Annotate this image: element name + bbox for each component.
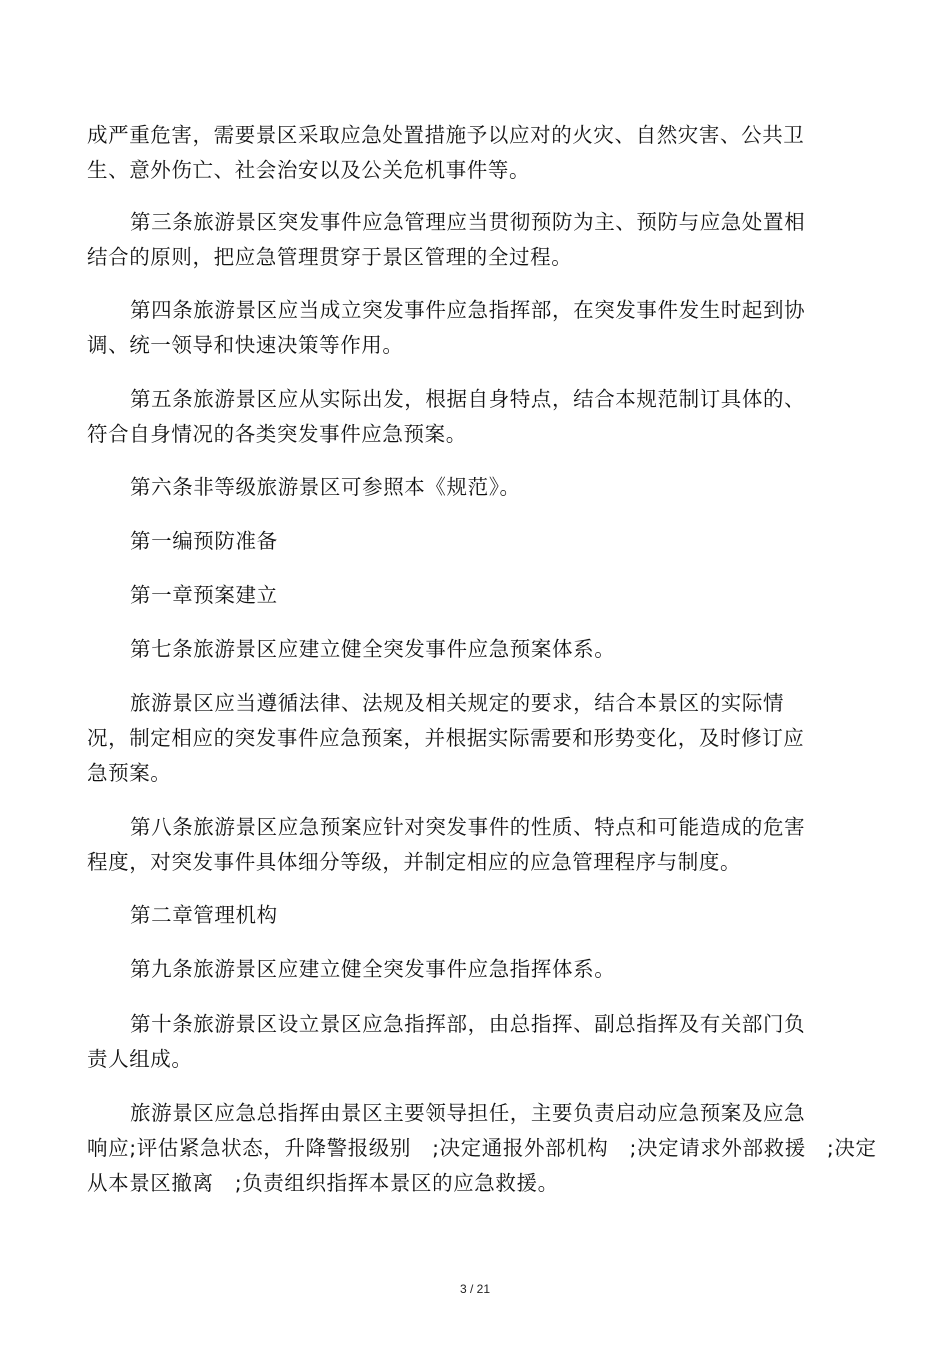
article-7 [87, 632, 857, 667]
text-line: 第一章预案建立 [130, 583, 278, 607]
text-line: 况，制定相应的突发事件应急预案，并根据实际需要和形势变化，及时修订应 [87, 726, 805, 750]
text-line: 旅游景区应当遵循法律、法规及相关规定的要求，结合本景区的实际情 [130, 691, 785, 715]
article-9 [87, 952, 857, 987]
text-line: 响应;评估紧急状态，升降警报级别 ;决定通报外部机构 ;决定请求外部救援 ;决定 [87, 1136, 877, 1160]
text-line: 第五条旅游景区应从实际出发，根据自身特点，结合本规范制订具体的、 [130, 387, 806, 411]
text-line: 程度，对突发事件具体细分等级，并制定相应的应急管理程序与制度。 [87, 850, 742, 874]
text-line: 第二章管理机构 [130, 903, 278, 927]
text-line: 旅游景区应急总指挥由景区主要领导担任，主要负责启动应急预案及应急 [130, 1101, 806, 1125]
text-line: 第八条旅游景区应急预案应针对突发事件的性质、特点和可能造成的危害 [130, 815, 806, 839]
article-10 [87, 1007, 857, 1077]
text-line: 第四条旅游景区应当成立突发事件应急指挥部，在突发事件发生时起到协 [130, 298, 806, 322]
text-line: 第九条旅游景区应建立健全突发事件应急指挥体系。 [130, 957, 616, 981]
article-4 [87, 293, 857, 363]
article-8 [87, 810, 857, 880]
paragraph [87, 686, 857, 791]
text-line: 从本景区撤离 ;负责组织指挥本景区的应急救援。 [87, 1171, 559, 1195]
text-line: 第三条旅游景区突发事件应急管理应当贯彻预防为主、预防与应急处置相 [130, 210, 806, 234]
text-line: 结合的原则，把应急管理贯穿于景区管理的全过程。 [87, 245, 573, 269]
paragraph [87, 118, 857, 188]
part-heading [87, 524, 857, 559]
text-line: 急预案。 [87, 761, 172, 785]
text-line: 第十条旅游景区设立景区应急指挥部，由总指挥、副总指挥及有关部门负 [130, 1012, 806, 1036]
text-line: 调、统一领导和快速决策等作用。 [87, 333, 404, 357]
text-line: 第七条旅游景区应建立健全突发事件应急预案体系。 [130, 637, 616, 661]
text-line: 符合自身情况的各类突发事件应急预案。 [87, 422, 467, 446]
article-6 [87, 470, 857, 505]
text-line: 第一编预防准备 [130, 529, 278, 553]
text-line: 成严重危害，需要景区采取应急处置措施予以应对的火灾、自然灾害、公共卫 [87, 123, 805, 147]
text-line: 责人组成。 [87, 1047, 193, 1071]
chapter-heading [87, 578, 857, 613]
article-5 [87, 382, 857, 452]
article-3 [87, 205, 857, 275]
text-line: 第六条非等级旅游景区可参照本《规范》。 [130, 475, 521, 499]
paragraph [87, 1096, 877, 1201]
chapter-heading [87, 898, 857, 933]
text-line: 生、意外伤亡、社会治安以及公关危机事件等。 [87, 158, 531, 182]
page-number: 3 / 21 [459, 1282, 491, 1296]
